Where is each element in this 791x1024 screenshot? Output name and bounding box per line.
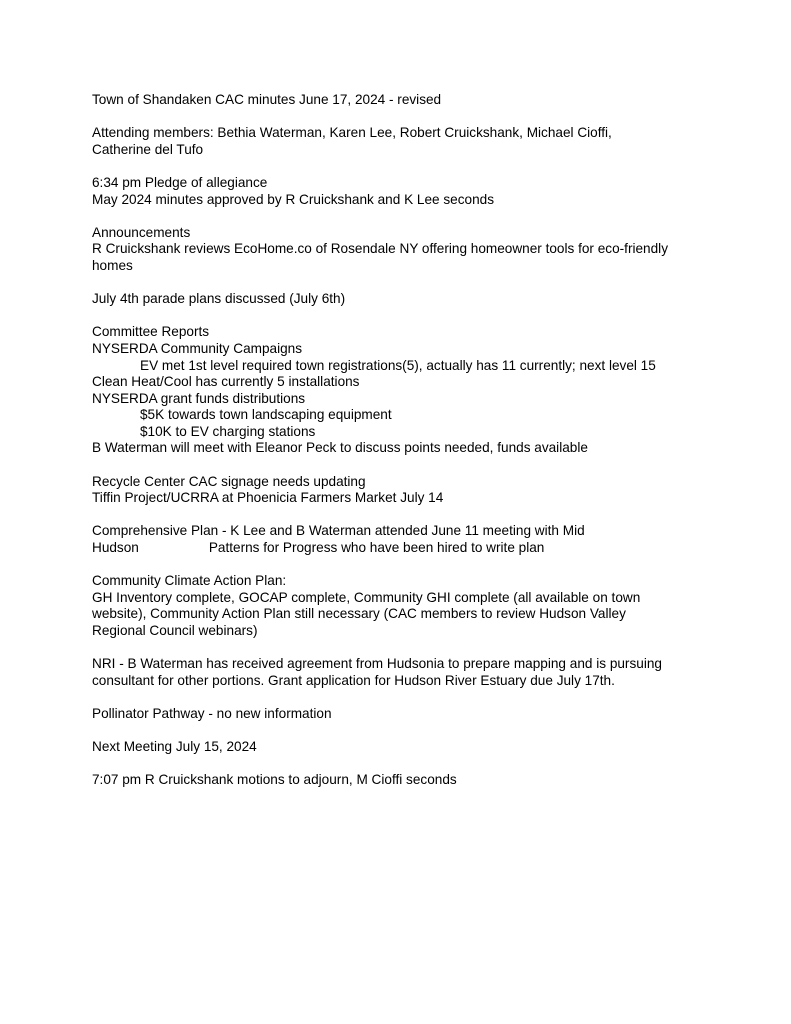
spacer — [92, 557, 732, 574]
grant-distributions-line: NYSERDA grant funds distributions — [92, 390, 306, 406]
announcement-ecohome: R Cruickshank reviews EcoHome.co of Rosendale NY offering homeowner tools for eco-friendly homes — [92, 241, 668, 273]
spacer — [92, 308, 732, 325]
nyserda-campaigns-line: NYSERDA Community Campaigns — [92, 340, 303, 356]
waterman-peck-line: B Waterman will meet with Eleanor Peck to discuss points needed, funds available — [92, 440, 588, 456]
spacer — [92, 158, 732, 175]
next-meeting-line: Next Meeting July 15, 2024 — [92, 739, 257, 755]
comprehensive-plan-line-1: Comprehensive Plan - K Lee and B Waterman attended June 11 meeting with Mid — [92, 523, 585, 539]
attending-members: Attending members: Bethia Waterman, Karen Lee, Robert Cruickshank, Michael Cioffi, Catherine del Tufo — [92, 125, 612, 157]
comp-plan-patterns: Patterns for Progress who have been hired to write plan — [208, 540, 545, 556]
climate-plan-heading: Community Climate Action Plan: — [92, 573, 287, 589]
spacer — [92, 507, 732, 524]
minutes-body — [92, 92, 732, 789]
comprehensive-plan-line-2 — [92, 540, 732, 557]
recycle-signage-line: Recycle Center CAC signage needs updating — [92, 473, 366, 489]
nri-paragraph: NRI - B Waterman has received agreement from Hudsonia to prepare mapping and is pursuing consultant for other portions. Grant application for Hudson River Estuary due July 17th. — [92, 656, 662, 688]
spacer — [92, 640, 732, 657]
ev-level-line: EV met 1st level required town registrations(5), actually has 11 currently; next level 15 — [140, 357, 656, 373]
grant-ev-line: $10K to EV charging stations — [140, 423, 316, 439]
announcements-heading: Announcements — [92, 224, 191, 240]
comp-plan-hudson: Hudson — [92, 540, 139, 556]
parade-line: July 4th parade plans discussed (July 6th) — [92, 291, 346, 307]
spacer — [92, 723, 732, 740]
adjourn-line: 7:07 pm R Cruickshank motions to adjourn, M Cioffi seconds — [92, 772, 457, 788]
pledge-line: 6:34 pm Pledge of allegiance — [92, 174, 268, 190]
committee-reports-heading: Committee Reports — [92, 324, 210, 340]
clean-heat-line: Clean Heat/Cool has currently 5 installations — [92, 374, 360, 390]
pollinator-line: Pollinator Pathway - no new information — [92, 705, 332, 721]
document-title: Town of Shandaken CAC minutes June 17, 2024 - revised — [92, 92, 442, 107]
climate-plan-body: GH Inventory complete, GOCAP complete, Community GHI complete (all available on town website), Community Action Plan still necessary (CAC members to review Hudson Valley Regional Council webinars) — [92, 589, 641, 638]
spacer — [92, 689, 732, 706]
tiffin-project-line: Tiffin Project/UCRRA at Phoenicia Farmers Market July 14 — [92, 490, 444, 506]
spacer — [92, 457, 732, 474]
spacer — [92, 109, 732, 126]
spacer — [92, 756, 732, 773]
spacer — [92, 275, 732, 292]
spacer — [92, 208, 732, 225]
grant-landscaping-line: $5K towards town landscaping equipment — [140, 407, 392, 423]
minutes-approved-line: May 2024 minutes approved by R Cruickshank and K Lee seconds — [92, 191, 494, 207]
